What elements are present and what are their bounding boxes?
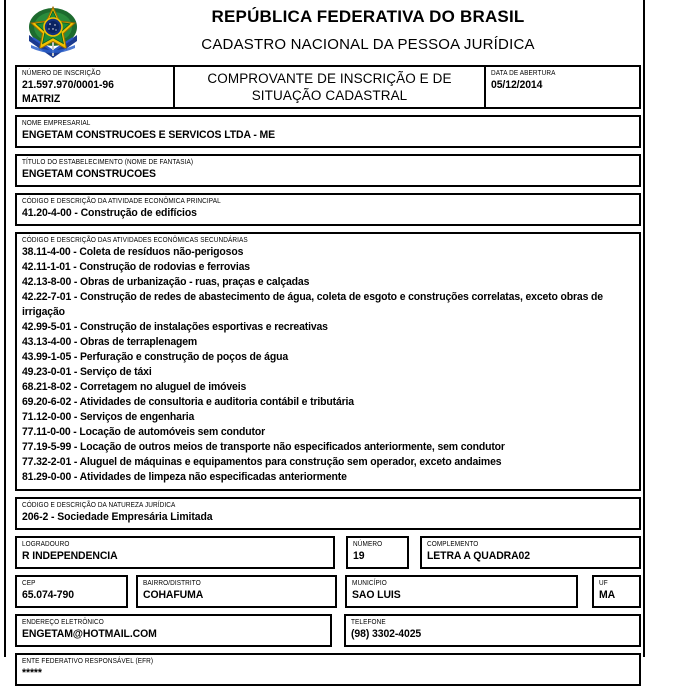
numero-label: NÚMERO xyxy=(353,541,383,548)
atividade-secundaria-item: 77.19-5-99 - Locação de outros meios de transporte não especificados anteriormente, sem condutor xyxy=(22,441,505,453)
field-ente-federativo xyxy=(15,653,641,686)
field-atividades-secundarias xyxy=(15,232,641,491)
field-bairro xyxy=(136,575,337,608)
field-telefone xyxy=(344,614,641,647)
cep-label: CEP xyxy=(22,580,36,587)
field-municipio xyxy=(345,575,578,608)
numero-inscricao-value: 21.597.970/0001-96 xyxy=(22,79,114,91)
nome-empresarial-value: ENGETAM CONSTRUCOES E SERVICOS LTDA - ME xyxy=(22,129,276,141)
ente-federativo-value: ***** xyxy=(22,667,42,679)
logradouro-label: LOGRADOURO xyxy=(22,541,70,548)
field-atividade-principal xyxy=(15,193,641,226)
atividade-principal-label: CÓDIGO E DESCRIÇÃO DA ATIVIDADE ECONÔMICA PRINCIPAL xyxy=(22,198,221,205)
atividade-secundaria-item: 49.23-0-01 - Serviço de táxi xyxy=(22,366,152,378)
efr-row xyxy=(15,653,641,686)
bairro-value: COHAFUMA xyxy=(143,589,204,601)
atividade-secundaria-item: 81.29-0-00 - Atividades de limpeza não especificadas anteriormente xyxy=(22,471,347,483)
uf-value: MA xyxy=(598,589,615,601)
telefone-value: (98) 3302-4025 xyxy=(351,628,422,640)
field-endereco-eletronico xyxy=(15,614,332,647)
brazil-coat-of-arms-icon xyxy=(23,5,83,61)
document-header xyxy=(15,0,641,62)
endereco-eletronico-label: ENDEREÇO ELETRÔNICO xyxy=(22,619,104,626)
data-abertura-label: DATA DE ABERTURA xyxy=(491,70,556,77)
field-numero xyxy=(346,536,409,569)
page-title: REPÚBLICA FEDERATIVA DO BRASIL xyxy=(211,7,525,26)
atividade-secundaria-item: 68.21-8-02 - Corretagem no aluguel de imóveis xyxy=(22,381,247,393)
data-abertura-value: 05/12/2014 xyxy=(491,79,543,91)
endereco-eletronico-value: ENGETAM@HOTMAIL.COM xyxy=(22,628,157,640)
atividade-secundaria-item: 38.11-4-00 - Coleta de resíduos não-perigosos xyxy=(22,246,244,258)
municipio-label: MUNICÍPIO xyxy=(351,580,387,587)
uf-label: UF xyxy=(598,580,608,587)
atividade-secundaria-item: 77.11-0-00 - Locação de automóveis sem condutor xyxy=(22,426,266,438)
atividade-secundaria-item: 42.11-1-01 - Construção de rodovias e ferrovias xyxy=(22,261,250,273)
atividade-secundaria-item: 43.99-1-05 - Perfuração e construção de poços de água xyxy=(22,351,288,363)
document-content xyxy=(15,0,641,686)
municipio-value: SAO LUIS xyxy=(351,589,401,601)
complemento-label: COMPLEMENTO xyxy=(427,541,479,548)
field-nome-empresarial xyxy=(15,115,641,148)
complemento-value: LETRA A QUADRA02 xyxy=(427,550,531,562)
atividade-secundaria-item: 42.13-8-00 - Obras de urbanização - ruas, praças e calçadas xyxy=(22,276,310,288)
natureza-juridica-value: 206-2 - Sociedade Empresária Limitada xyxy=(22,511,213,523)
field-complemento xyxy=(420,536,641,569)
titulo-estabelecimento-value: ENGETAM CONSTRUCOES xyxy=(22,168,156,180)
numero-inscricao-label: NÚMERO DE INSCRIÇÃO xyxy=(22,70,101,77)
natureza-juridica-label: CÓDIGO E DESCRIÇÃO DA NATUREZA JURÍDICA xyxy=(22,502,176,509)
atividades-secundarias-list xyxy=(22,245,635,485)
page-subtitle: CADASTRO NACIONAL DA PESSOA JURÍDICA xyxy=(201,36,535,53)
atividade-secundaria-item: 43.13-4-00 - Obras de terraplenagem xyxy=(22,336,198,348)
field-uf xyxy=(592,575,641,608)
contact-row xyxy=(15,614,641,647)
field-titulo-estabelecimento xyxy=(15,154,641,187)
cnpj-document-sheet xyxy=(4,0,645,679)
ente-federativo-label: ENTE FEDERATIVO RESPONSÁVEL (EFR) xyxy=(22,658,154,665)
document-type-text: COMPROVANTE DE INSCRIÇÃO E DE SITUAÇÃO CADASTRAL xyxy=(207,71,452,103)
atividade-secundaria-item: 71.12-0-00 - Serviços de engenharia xyxy=(22,411,195,423)
atividade-secundaria-item: 42.22-7-01 - Construção de redes de abastecimento de água, coleta de esgoto e construções correlatas, exceto obras de irrigação xyxy=(22,291,603,318)
cep-value: 65.074-790 xyxy=(22,589,74,601)
field-data-abertura xyxy=(486,65,641,109)
atividades-secundarias-label: CÓDIGO E DESCRIÇÃO DAS ATIVIDADES ECONÔMICAS SECUNDÁRIAS xyxy=(22,237,248,244)
header-titles xyxy=(15,0,641,55)
numero-value: 19 xyxy=(353,550,365,562)
field-natureza-juridica xyxy=(15,497,641,530)
bairro-label: BAIRRO/DISTRITO xyxy=(143,580,201,587)
atividade-principal-value: 41.20-4-00 - Construção de edifícios xyxy=(22,207,197,219)
address-row-2 xyxy=(15,575,641,608)
document-type-title xyxy=(175,65,486,109)
logradouro-value: R INDEPENDENCIA xyxy=(22,550,118,562)
registration-header-row xyxy=(15,65,641,109)
nome-empresarial-label: NOME EMPRESARIAL xyxy=(22,120,91,127)
atividade-secundaria-item: 42.99-5-01 - Construção de instalações esportivas e recreativas xyxy=(22,321,328,333)
field-cep xyxy=(15,575,128,608)
telefone-label: TELEFONE xyxy=(351,619,387,626)
numero-inscricao-type: MATRIZ xyxy=(22,93,61,105)
atividade-secundaria-item: 69.20-6-02 - Atividades de consultoria e auditoria contábil e tributária xyxy=(22,396,354,408)
titulo-estabelecimento-label: TÍTULO DO ESTABELECIMENTO (NOME DE FANTASIA) xyxy=(22,159,194,166)
atividade-secundaria-item: 77.32-2-01 - Aluguel de máquinas e equipamentos para construção sem operador, exceto andaimes xyxy=(22,456,502,468)
address-row-1 xyxy=(15,536,641,569)
field-logradouro xyxy=(15,536,335,569)
field-numero-inscricao xyxy=(15,65,175,109)
